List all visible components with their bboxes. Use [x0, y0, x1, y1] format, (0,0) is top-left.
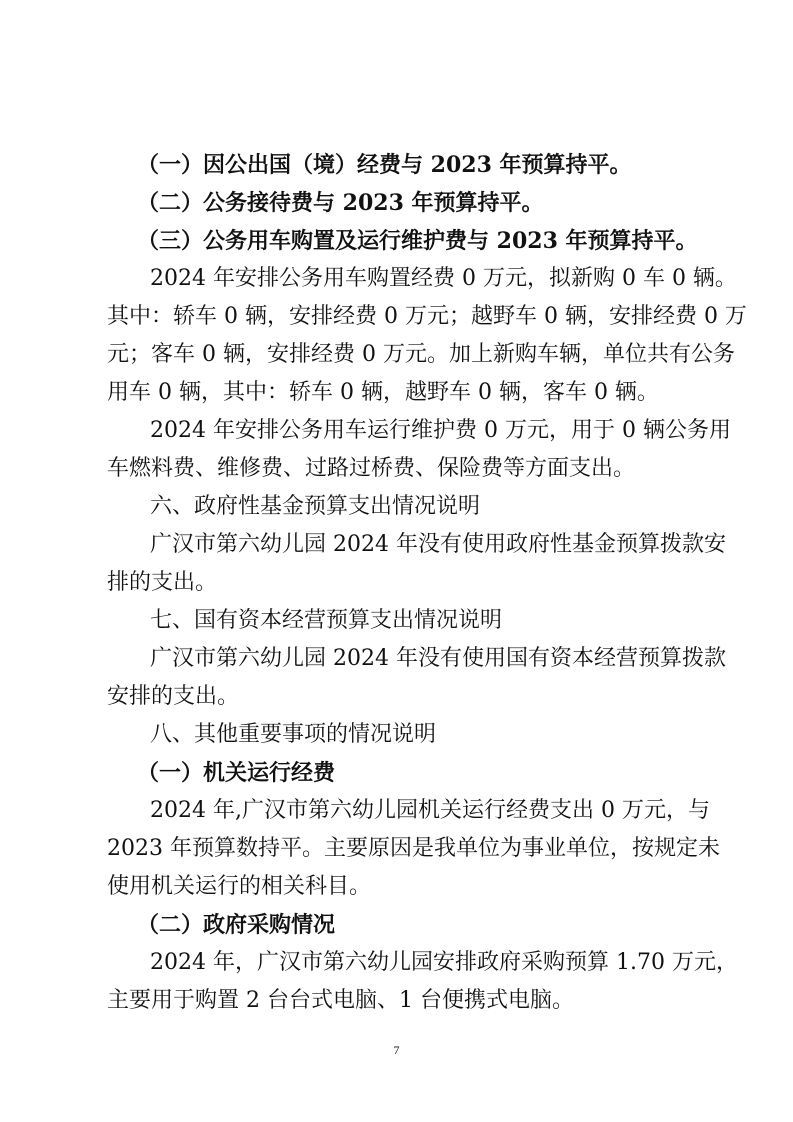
section-heading-government-fund — [0, 487, 793, 527]
section-heading-other-matters — [0, 715, 793, 755]
paragraph-line — [0, 943, 793, 983]
subsection-heading-text: （三）公务用车购置及运行维护费与 2023 年预算持平。 — [137, 228, 698, 254]
paragraph-text: 安排的支出。 — [107, 684, 240, 709]
subsection-heading-reception-expenses — [0, 183, 793, 223]
section-heading-state-capital — [0, 601, 793, 641]
subsection-heading-text: （二）政府采购情况 — [137, 912, 336, 938]
paragraph-line — [0, 867, 793, 907]
subsection-heading-text: （一）因公出国（境）经费与 2023 年预算持平。 — [137, 152, 632, 178]
paragraph-text: 主要用于购置 2 台台式电脑、1 台便携式电脑。 — [107, 988, 574, 1013]
paragraph-line — [0, 449, 793, 489]
paragraph-line — [0, 525, 793, 565]
paragraph-text: 使用机关运行的相关科目。 — [107, 874, 372, 899]
paragraph-text: 2024 年，广汉市第六幼儿园安排政府采购预算 1.70 万元， — [150, 950, 738, 975]
subsection-heading-government-procurement — [0, 905, 793, 945]
paragraph-text: 广汉市第六幼儿园 2024 年没有使用国有资本经营预算拨款 — [150, 646, 726, 671]
subsection-heading-text: （一）机关运行经费 — [137, 760, 336, 786]
paragraph-text: 2023 年预算数持平。主要原因是我单位为事业单位，按规定未 — [107, 836, 720, 861]
paragraph-line — [0, 981, 793, 1021]
paragraph-text: 2024 年安排公务用车购置经费 0 万元，拟新购 0 车 0 辆。 — [150, 266, 737, 291]
paragraph-text: 其中：轿车 0 辆，安排经费 0 万元；越野车 0 辆，安排经费 0 万 — [107, 304, 747, 329]
subsection-heading-overseas-expenses — [0, 145, 793, 185]
paragraph-text: 广汉市第六幼儿园 2024 年没有使用政府性基金预算拨款安 — [150, 532, 726, 557]
section-heading-text: 六、政府性基金预算支出情况说明 — [150, 494, 481, 519]
paragraph-line — [0, 639, 793, 679]
paragraph-text: 车燃料费、维修费、过路过桥费、保险费等方面支出。 — [107, 456, 636, 481]
paragraph-line — [0, 677, 793, 717]
section-heading-text: 七、国有资本经营预算支出情况说明 — [150, 608, 503, 633]
paragraph-text: 用车 0 辆，其中：轿车 0 辆，越野车 0 辆，客车 0 辆。 — [107, 380, 659, 405]
paragraph-text: 2024 年安排公务用车运行维护费 0 万元，用于 0 辆公务用 — [150, 418, 731, 443]
paragraph-line — [0, 373, 793, 413]
paragraph-text: 2024 年,广汉市第六幼儿园机关运行经费支出 0 万元，与 — [150, 798, 710, 823]
paragraph-line — [0, 411, 793, 451]
section-heading-text: 八、其他重要事项的情况说明 — [150, 722, 437, 747]
paragraph-line — [0, 791, 793, 831]
subsection-heading-vehicle-expenses — [0, 221, 793, 261]
paragraph-line — [0, 563, 793, 603]
page-number: 7 — [393, 1043, 400, 1057]
paragraph-line — [0, 335, 793, 375]
paragraph-line — [0, 297, 793, 337]
paragraph-text: 排的支出。 — [107, 570, 218, 595]
paragraph-line — [0, 829, 793, 869]
paragraph-text: 元；客车 0 辆，安排经费 0 万元。加上新购车辆，单位共有公务 — [107, 342, 735, 367]
subsection-heading-operating-expenses — [0, 753, 793, 793]
subsection-heading-text: （二）公务接待费与 2023 年预算持平。 — [137, 190, 544, 216]
paragraph-line — [0, 259, 793, 299]
